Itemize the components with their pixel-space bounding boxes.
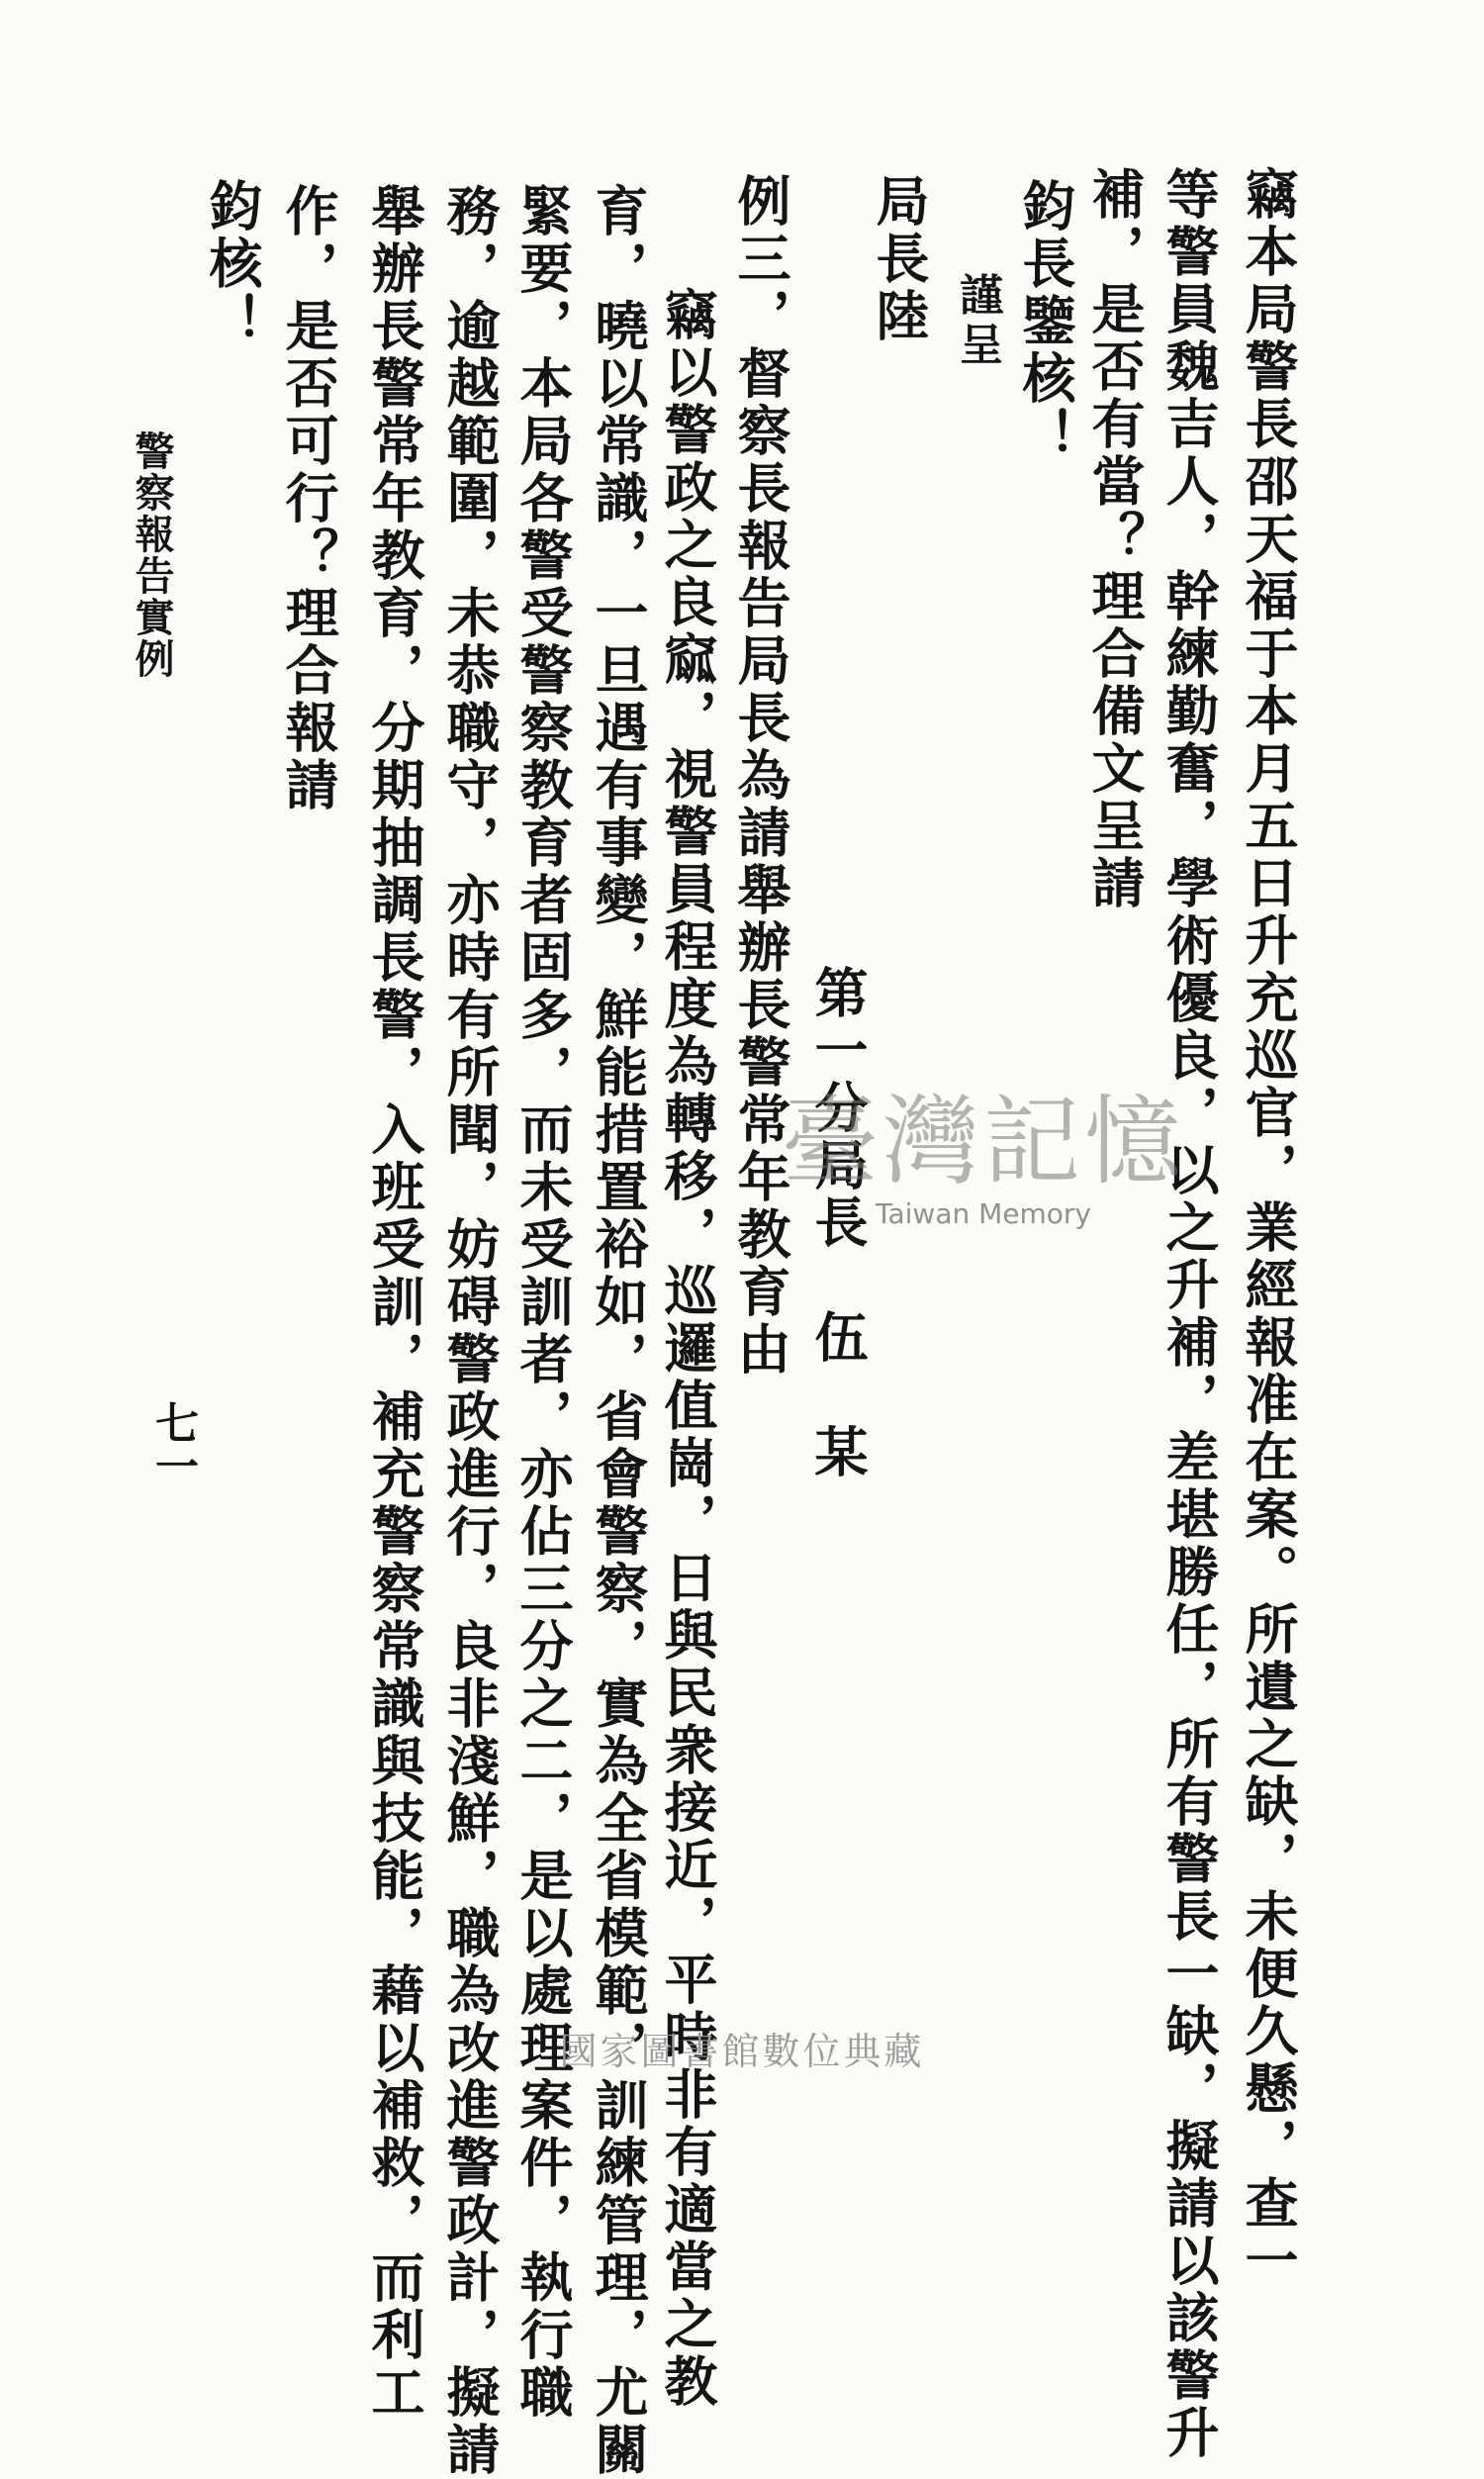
text-column-5: 謹呈 (952, 272, 1002, 371)
text-column-9: 竊以警政之良窳，視警員程度為轉移，巡邏值崗，日與民衆接近，平時非有適當之教 (656, 287, 719, 2411)
running-header: 警察報告實例 (129, 430, 175, 680)
watermark-chinese: 臺灣記憶 (782, 1086, 1186, 1198)
text-column-10: 育，曉以常識，一旦遇有事變，鮮能措置裕如，省會警察，實為全省模範，訓練管理，尤關 (587, 183, 650, 2479)
text-column-6: 局長陸 (868, 173, 931, 345)
taiwan-memory-watermark (782, 1064, 1185, 1230)
text-column-4: 鈞長鑒核！ (1014, 178, 1077, 465)
text-column-14: 作，是否可行？理合報請 (277, 183, 340, 814)
watermark-english: Taiwan Memory (876, 1197, 1091, 1230)
text-column-7: 第一分局長 伍 某 (806, 965, 870, 1481)
text-column-12: 務，逾越範圍，未恭職守，亦時有所聞，妨碍警政進行，良非淺鮮，職為改進警政計，擬請 (438, 183, 502, 2479)
text-column-1: 竊本局警長邵天福于本月五日升充巡官，業經報准在案。所遺之缺，未便久懸，查一 (1237, 166, 1300, 2290)
page-number: 七一 (147, 1400, 198, 1487)
text-column-2: 等警員魏吉人，幹練勤奮，學術優良，以之升補，差堪勝任，所有警長一缺，擬請以該警升 (1158, 166, 1221, 2462)
text-column-15: 鈞核！ (201, 178, 264, 350)
text-column-8: 例三，督察長報告局長為請舉辦長警常年教育由 (729, 173, 792, 1379)
text-column-11: 緊要，本局各警受警察教育者固多，而未受訓者，亦佔三分之二，是以處理案件，執行職 (511, 183, 575, 2422)
footer-collection-label: 國家圖書館數位典藏 (559, 2030, 925, 2073)
text-column-3: 補，是否有當？理合備文呈請 (1083, 166, 1147, 912)
text-column-13: 舉辦長警常年教育，分期抽調長警，入班受訓，補充警察常識與技能，藉以補救，而利工 (363, 183, 426, 2422)
